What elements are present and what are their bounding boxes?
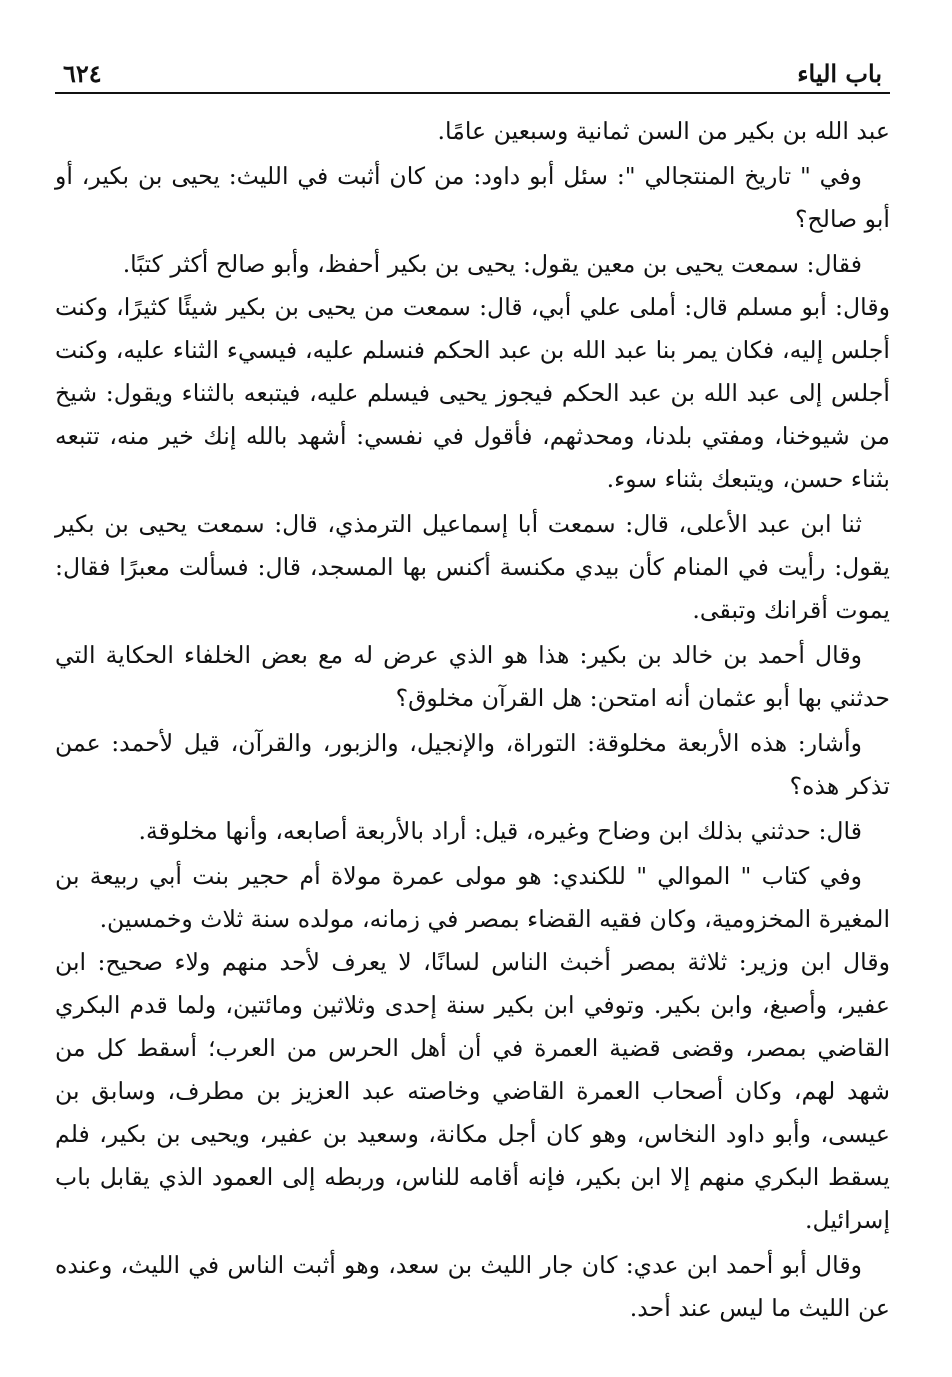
paragraph-10: وقال ابن وزير: ثلاثة بمصر أخبث الناس لسانًا، لا يعرف لأحد منهم ولاء صحيح: ابن عفير، وأصبغ، وابن بكير. وتوفي ابن بكير سنة إحدى وثلاثين ومائتين، ولما قدم البكري القاضي بمصر، وقضى قضية العمرة في أن أهل الحرس من العرب؛ أسقط كل من شهد لهم، وكان أصحاب العمرة القاضي وخاصته عبد العزيز بن مطرف، وسابق بن عيسى، وأبو داود النخاس، وهو كان أجل مكانة، وسعيد بن عفير، ويحيى بن بكير، فلم يسقط البكري منهم إلا ابن بكير، فإنه أقامه للناس، وربطه إلى العمود الذي يقابل باب إسرائيل. [55, 948, 890, 1234]
paragraph-4: وقال: أبو مسلم قال: أملى علي أبي، قال: سمعت من يحيى بن بكير شيئًا كثيرًا، وكنت أجلس إليه، فكان يمر بنا عبد الله بن عبد الحكم فنسلم عليه، فيسيء الثناء عليه، وكنت أجلس إلى عبد الله بن عبد الحكم فيجوز يحيى فيسلم عليه، فيتبعه بالثناء ويقول: شيخ من شيوخنا، ومفتي بلدنا، ومحدثهم، فأقول في نفسي: أشهد بالله إنك خير منه، تتبعه بثناء حسن، ويتبعك بثناء سوء. [55, 293, 890, 493]
paragraph-11: وقال أبو أحمد ابن عدي: كان جار الليث بن سعد، وهو أثبت الناس في الليث، وعنده عن الليث ما ليس عند أحد. [55, 1251, 890, 1322]
paragraph-3: فقال: سمعت يحيى بن معين يقول: يحيى بن بكير أحفظ، وأبو صالح أكثر كتبًا. [122, 250, 862, 278]
paragraph-7: وأشار: هذه الأربعة مخلوقة: التوراة، والإنجيل، والزبور، والقرآن، قيل لأحمد: عمن تذكر هذه؟ [55, 729, 890, 800]
chapter-title: باب الياء [797, 59, 882, 88]
paragraph-5: ثنا ابن عبد الأعلى، قال: سمعت أبا إسماعيل الترمذي، قال: سمعت يحيى بن بكير يقول: رأيت في المنام كأن بيدي مكنسة أكنس بها المسجد، قال: فسألت معبرًا فقال: يموت أقرانك وتبقى. [55, 510, 890, 624]
paragraph-8: قال: حدثني بذلك ابن وضاح وغيره، قيل: أراد بالأربعة أصابعه، وأنها مخلوقة. [138, 817, 862, 845]
page-body [55, 110, 890, 1330]
paragraph-1: عبد الله بن بكير من السن ثمانية وسبعين عامًا. [437, 117, 890, 145]
running-header [55, 50, 890, 94]
page-number: ٦٢٤ [63, 59, 102, 88]
paragraph-6: وقال أحمد بن خالد بن بكير: هذا هو الذي عرض له مع بعض الخلفاء الحكاية التي حدثني بها أبو عثمان أنه امتحن: هل القرآن مخلوق؟ [55, 641, 890, 712]
book-page [55, 50, 890, 1330]
paragraph-9: وفي كتاب " الموالي " للكندي: هو مولى عمرة مولاة أم حجير بنت أبي ربيعة بن المغيرة المخزومية، وكان فقيه القضاء بمصر في زمانه، مولده سنة ثلاث وخمسين. [55, 862, 890, 933]
paragraph-2: وفي " تاريخ المنتجالي ": سئل أبو داود: من كان أثبت في الليث: يحيى بن بكير، أو أبو صالح؟ [55, 162, 890, 233]
